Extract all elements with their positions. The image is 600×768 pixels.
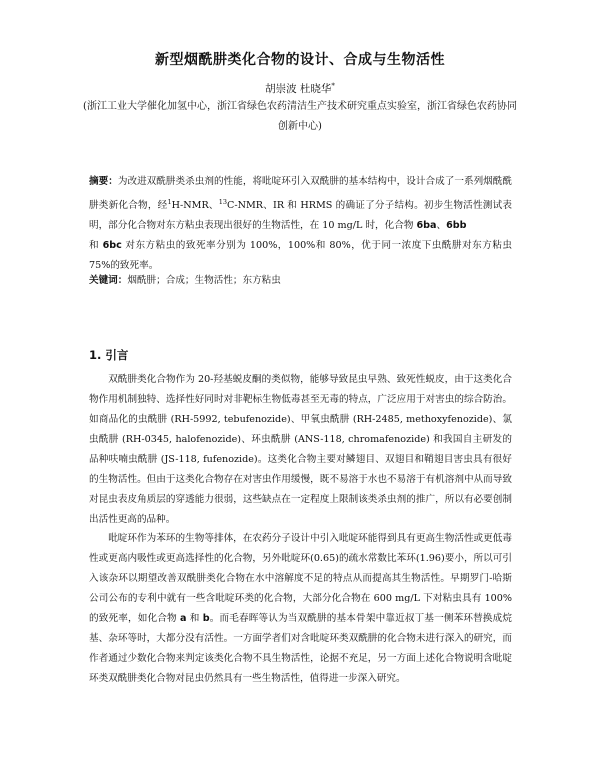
intro-paragraph-2 bbox=[89, 529, 512, 689]
intro-paragraph-2-part-c: 。而毛春晖等认为当双酰肼的基本骨架中靠近叔丁基一侧苯环替换成烷基、杂环等时，大都分没有活性。一方面学者们对含吡啶环类双酰肼的化合物未进行深入的研究，而作者通过少数化合物来判定该类化合物不具生物活性，论据不充足，另一方面上述化合物说明含吡啶环类双酰肼类化合物对昆虫仍然具有一些生物活性，值得进一步深入研究。 bbox=[89, 613, 512, 684]
intro-paragraph-1-text: 双酰肼类化合物作为 20-羟基蜕皮酮的类似物，能够导致昆虫早熟、致死性蜕皮，由于这类化合物作用机制独特、选择性好同时对非靶标生物低毒甚至无毒的特点，广泛应用于对害虫的综合防治。如商品化的虫酰肼 (RH-5992, tebufenozide)、甲氧虫酰肼 (RH-2485, methoxyfenozide)、氯虫酰肼 (RH-0345, halofenozide)、环虫酰肼 (ANS-118, chromafenozide) 和我国自主研发的品种呋喃虫酰肼 (JS-118, fufenozide)。这类化合物主要对鳞翅目、双翅目和鞘翅目害虫具有很好的生物活性。但由于这类化合物存在对害虫作用缓慢，既不易溶于水也不易溶于有机溶剂中从而导致对昆虫表皮角质层的穿透能力很弱，这些缺点在一定程度上限制该类杀虫剂的推广，所以有必要创制出活性更高的品种。 bbox=[89, 374, 512, 525]
paper-title: 新型烟酰肼类化合物的设计、合成与生物活性 bbox=[155, 52, 445, 68]
abstract-sup-13: 13 bbox=[218, 198, 227, 206]
intro-paragraph-2-text bbox=[89, 529, 512, 689]
abstract-text-4: 对东方粘虫的致死率分别为 100%，100%和 80%，优于同一浓度下虫酰肼对东方粘虫 75%的致死率。 bbox=[89, 240, 512, 271]
abstract bbox=[89, 172, 512, 276]
keywords-text: 烟酰肼；合成；生物活性；东方粘虫 bbox=[127, 275, 281, 286]
abstract-sup-1: 1 bbox=[167, 198, 172, 206]
compound-6ba: 6ba bbox=[416, 220, 437, 231]
compound-6bb: 6bb bbox=[446, 220, 467, 231]
compound-b: b bbox=[202, 613, 210, 624]
intro-paragraph-2-part-a: 吡啶环作为苯环的生物等排体，在农药分子设计中引入吡啶环能得到具有更高生物活性或更低毒性或更高内吸性或更高选择性的化合物，另外吡啶环(0.65)的疏水常数比苯环(1.96)要小，所以可引入该杂环以期望改善双酰肼类化合物在水中溶解度不足的特点从而提高其生物活性。早期罗门-哈斯公司公布的专利中就有一些含吡啶环类的化合物，大部分化合物在 600 mg/L 下对粘虫具有 100%的致死率，如化合物 bbox=[89, 533, 512, 624]
abstract-label: 摘要： bbox=[89, 176, 118, 187]
intro-paragraph-2-part-b: 和 bbox=[186, 613, 203, 624]
abstract-sep-1: 、 bbox=[436, 220, 447, 231]
abstract-sep-2: 和 bbox=[89, 240, 103, 251]
abstract-text-2: H-NMR、 bbox=[171, 200, 219, 211]
author-names: 胡崇波 杜晓华 bbox=[265, 83, 332, 95]
abstract-text-1: 为改进双酰肼类杀虫剂的性能，将吡啶环引入双酰肼的基本结构中，设计合成了一系列烟酰酰肼类新化合物，经 bbox=[89, 176, 513, 211]
keywords-label: 关键词： bbox=[89, 275, 128, 286]
compound-6bc: 6bc bbox=[102, 240, 122, 251]
intro-paragraph-1 bbox=[89, 370, 512, 530]
author-line bbox=[0, 81, 600, 96]
section-heading-introduction: 1. 引言 bbox=[89, 348, 129, 362]
affiliation: (浙江工业大学催化加氢中心，浙江省绿色农药清洁生产技术研究重点实验室，浙江省绿色农药协同创新中心) bbox=[83, 101, 517, 132]
keywords bbox=[89, 271, 512, 291]
abstract-text-3: C-NMR、IR 和 HRMS 的确证了分子结构。初步生物活性测试表明，部分化合物对东方粘虫表现出很好的生物活性，在 10 mg/L 时，化合物 bbox=[89, 200, 512, 231]
corresponding-author-mark: * bbox=[331, 82, 335, 90]
compound-a: a bbox=[180, 613, 187, 624]
